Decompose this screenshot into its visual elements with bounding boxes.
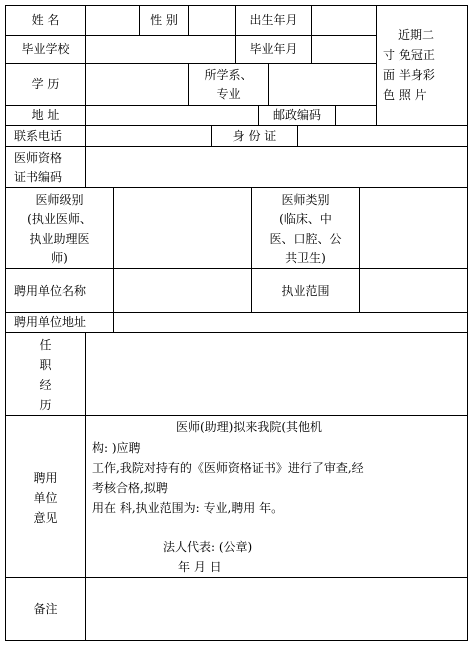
opinion-label: 意见 xyxy=(33,511,58,525)
birth-date-field[interactable] xyxy=(312,6,375,35)
date-line: 年 月 日 xyxy=(178,560,222,574)
education-label: 学 历 xyxy=(31,77,60,91)
scope-label: 执业范围 xyxy=(281,284,330,298)
opinion-text: 构: )应聘 xyxy=(92,441,141,455)
employer-address-label: 聘用单位地址 xyxy=(14,315,87,329)
rule xyxy=(5,5,467,6)
resume-label: 历 xyxy=(39,398,52,412)
name-field[interactable] xyxy=(86,6,138,35)
cert-label: 医师资格 xyxy=(14,151,63,165)
rule xyxy=(467,5,468,641)
level-field[interactable] xyxy=(114,188,250,268)
level-label: (执业医师、 xyxy=(27,212,92,226)
resume-label: 职 xyxy=(39,358,52,372)
id-number-field[interactable] xyxy=(298,126,466,146)
education-field[interactable] xyxy=(86,64,187,105)
school-label: 毕业学校 xyxy=(21,42,70,56)
resume-label: 经 xyxy=(39,378,52,392)
photo-note-line: 近期二 xyxy=(398,28,435,42)
postcode-field[interactable] xyxy=(336,106,375,125)
cert-number-field[interactable] xyxy=(86,147,466,187)
postcode-label: 邮政编码 xyxy=(272,108,321,122)
type-label: 医、口腔、公 xyxy=(269,232,342,246)
type-label: 共卫生) xyxy=(285,251,326,265)
id-label: 身 份 证 xyxy=(232,129,277,143)
employer-label: 聘用单位名称 xyxy=(14,284,87,298)
rule xyxy=(5,5,6,641)
legal-rep-line: 法人代表: (公章) xyxy=(163,540,253,554)
type-label: (临床、中 xyxy=(279,212,332,226)
department-field[interactable] xyxy=(269,64,375,105)
photo-note-line: 面 半身彩 xyxy=(383,68,435,82)
grad-date-label: 毕业年月 xyxy=(249,42,298,56)
resume-label: 任 xyxy=(39,338,52,352)
level-label: 执业助理医 xyxy=(29,232,90,246)
opinion-text: 工作,我院对持有的《医师资格证书》进行了审查,经 xyxy=(92,461,364,475)
opinion-label: 单位 xyxy=(33,491,58,505)
department-label: 所学系、 xyxy=(204,68,253,82)
rule xyxy=(5,640,467,641)
scope-field[interactable] xyxy=(360,269,466,312)
remark-field[interactable] xyxy=(86,578,466,640)
phone-field[interactable] xyxy=(86,126,210,146)
gender-field[interactable] xyxy=(189,6,234,35)
grad-date-field[interactable] xyxy=(312,36,375,63)
name-label: 姓 名 xyxy=(31,13,60,27)
opinion-text: 用在 科,执业范围为: 专业,聘用 年。 xyxy=(92,501,284,515)
level-label: 医师级别 xyxy=(35,193,84,207)
photo-note-line: 寸 免冠正 xyxy=(383,48,435,62)
photo-note-line: 色 照 片 xyxy=(383,88,427,102)
rule xyxy=(376,5,377,126)
remark-label: 备注 xyxy=(33,602,58,616)
employer-address-field[interactable] xyxy=(114,313,466,332)
cert-label: 证书编码 xyxy=(14,170,63,184)
opinion-text: 医师(助理)拟来我院(其他机 xyxy=(176,420,323,434)
resume-field[interactable] xyxy=(86,333,466,415)
gender-label: 性 别 xyxy=(150,13,178,27)
rule xyxy=(5,415,467,416)
employer-field[interactable] xyxy=(114,269,250,312)
address-label: 地 址 xyxy=(31,108,60,122)
type-field[interactable] xyxy=(360,188,466,268)
opinion-text: 考核合格,拟聘 xyxy=(92,481,168,495)
level-label: 师) xyxy=(51,251,68,265)
department-label: 专业 xyxy=(216,87,241,101)
phone-label: 联系电话 xyxy=(14,129,63,143)
address-field[interactable] xyxy=(86,106,257,125)
opinion-label: 聘用 xyxy=(33,471,58,485)
birth-label: 出生年月 xyxy=(249,13,298,27)
type-label: 医师类别 xyxy=(281,193,330,207)
school-field[interactable] xyxy=(86,36,234,63)
